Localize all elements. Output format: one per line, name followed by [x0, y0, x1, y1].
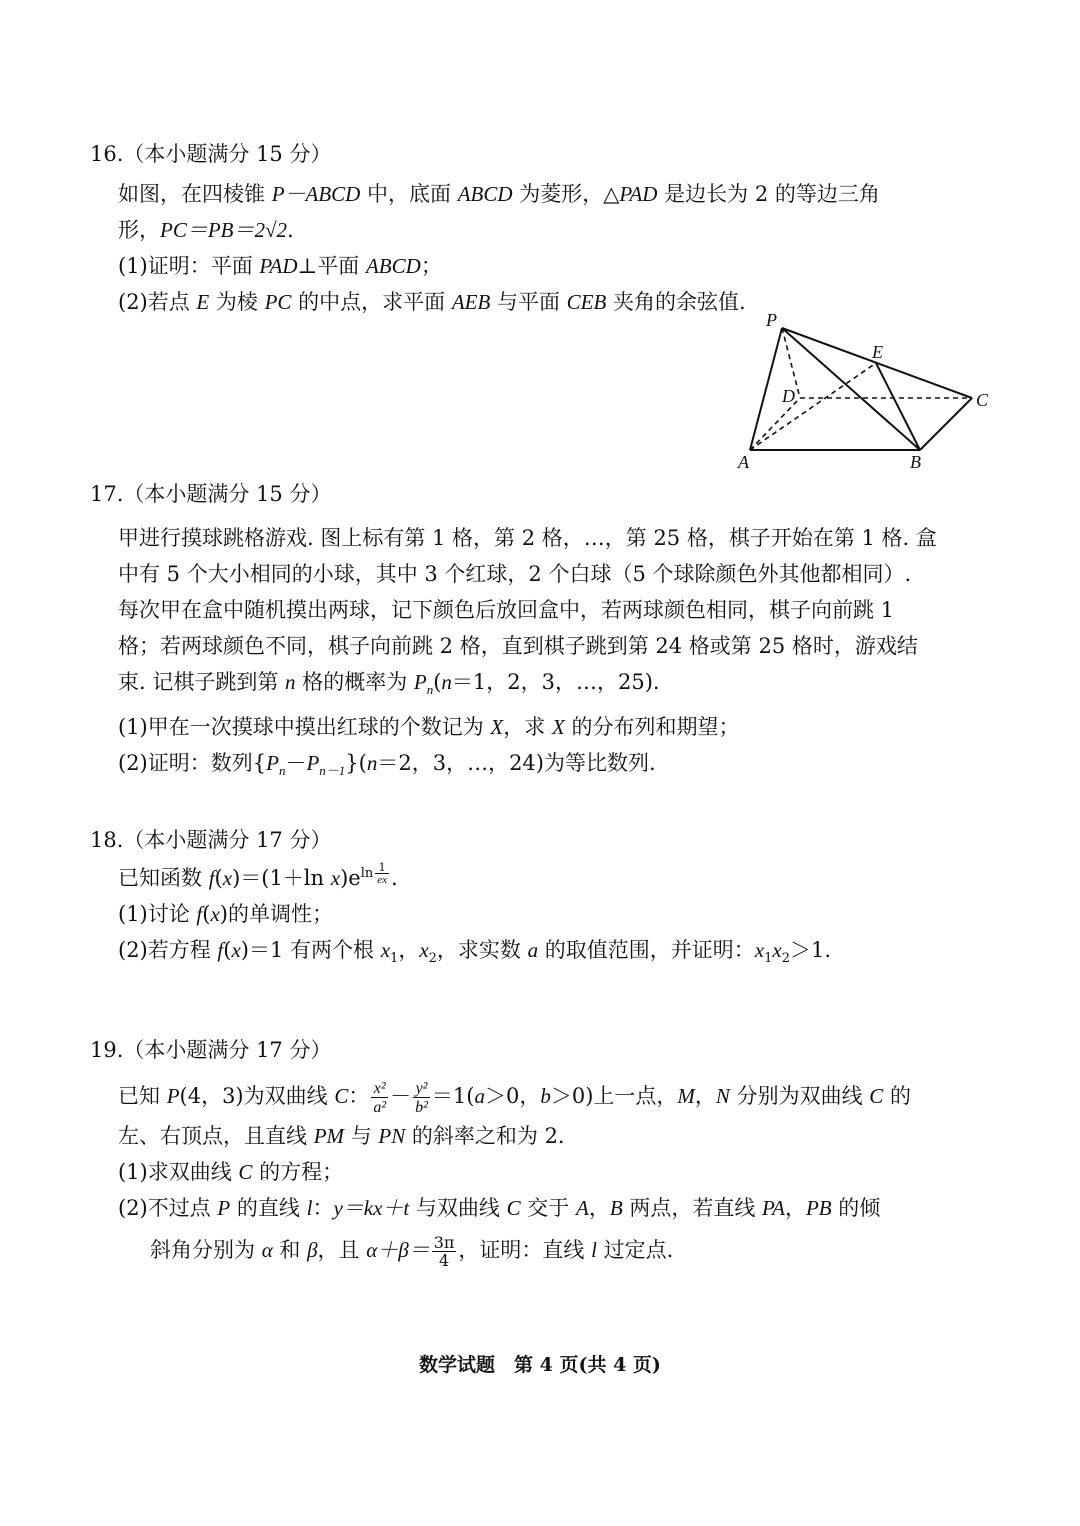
problem-19	[90, 1034, 1000, 1274]
problem-17-header: 17.（本小题满分 15 分）	[90, 482, 332, 506]
problem-17-question-2: (2)证明：数列$\{P_n-P_{n-1}\}(n=2$，3，…，24)为等比数列.	[118, 751, 656, 779]
problem-18	[90, 824, 1000, 977]
problem-18-header: 18.（本小题满分 17 分）	[90, 828, 332, 852]
label-B: B	[910, 452, 921, 472]
problem-18-question-2: (2)若方程 f(x)＝1 有两个根 $x_1$，$x_2$，求实数 a 的取值范围，并证明：$x_1x_2>1$.	[118, 938, 832, 967]
problem-16-statement-line1: 如图，在四棱锥 P－ABCD 中，底面 ABCD 为菱形，△PAD 是边长为 2 的等边三角	[118, 182, 880, 206]
problem-17-line3: 每次甲在盒中随机摸出两球，记下颜色后放回盒中，若两球颜色相同，棋子向前跳 1	[118, 598, 895, 622]
problem-17-question-1: (1)甲在一次摸球中摸出红球的个数记为 X，求 X 的分布列和期望；	[118, 715, 740, 740]
label-P: P	[766, 310, 777, 330]
problem-16-statement-line2: 形，PC＝PB＝2√2.	[118, 218, 294, 242]
problem-19-question-2-cont: 斜角分别为 α 和 β，且 α＋β＝ $\frac{3\pi}{4}$ ，证明：直线 l 过定点.	[150, 1233, 674, 1270]
problem-19-line1: 已知 P(4，3)为双曲线 C： $\frac{\text{x²}}{\text{a²}}$ － $\frac{\text{y²}}{\text{b²}}$ ＝1(a＞0，b＞0)上一点，M，N 分别为双曲线 C 的	[118, 1080, 911, 1116]
problem-17	[90, 478, 1000, 790]
problem-17-line1: 甲进行摸球跳格游戏. 图上标有第 1 格，第 2 格，…，第 25 格，棋子开始在第 1 格. 盒	[118, 526, 937, 550]
label-C: C	[976, 390, 989, 410]
label-E: E	[872, 342, 883, 362]
problem-19-question-1: (1)求双曲线 C 的方程；	[118, 1160, 344, 1184]
problem-18-function: 已知函数 f(x)＝(1＋ln $x)e^{ln \frac{1}{ex}}$ .	[118, 860, 398, 890]
edge-BC	[920, 398, 972, 450]
page-footer: 数学试题 第 4 页(共 4 页)	[419, 1354, 661, 1376]
edge-PA	[750, 328, 782, 450]
problem-19-line2: 左、右顶点，且直线 PM 与 PN 的斜率之和为 2.	[118, 1124, 565, 1148]
problem-16	[90, 138, 1000, 320]
label-A: A	[738, 452, 749, 472]
problem-16-question-2: (2)若点 E 为棱 PC 的中点，求平面 AEB 与平面 CEB 夹角的余弦值.	[118, 290, 746, 314]
problem-17-line2: 中有 5 个大小相同的小球，其中 3 个红球，2 个白球（5 个球除颜色外其他都相同）.	[118, 562, 912, 586]
problem-17-line4: 格；若两球颜色不同，棋子向前跳 2 格，直到棋子跳到第 24 格或第 25 格时，游戏结	[118, 634, 918, 658]
label-D: D	[782, 386, 795, 406]
problem-18-question-1: (1)讨论 f(x)的单调性；	[118, 902, 333, 926]
problem-17-line5: 束. 记棋子跳到第 n 格的概率为 $P_n(n=1$，2，3，…，25).	[118, 670, 660, 698]
problem-19-question-2: (2)不过点 P 的直线 l：y＝kx＋t 与双曲线 C 交于 A，B 两点，若直线 PA，PB 的倾	[118, 1196, 881, 1220]
problem-16-header: 16.（本小题满分 15 分）	[90, 142, 332, 166]
edge-PB	[782, 328, 920, 450]
problem-16-question-1: (1)证明：平面 PAD⊥平面 ABCD；	[118, 254, 442, 278]
problem-19-header: 19.（本小题满分 17 分）	[90, 1038, 332, 1062]
pyramid-figure	[730, 310, 1010, 475]
